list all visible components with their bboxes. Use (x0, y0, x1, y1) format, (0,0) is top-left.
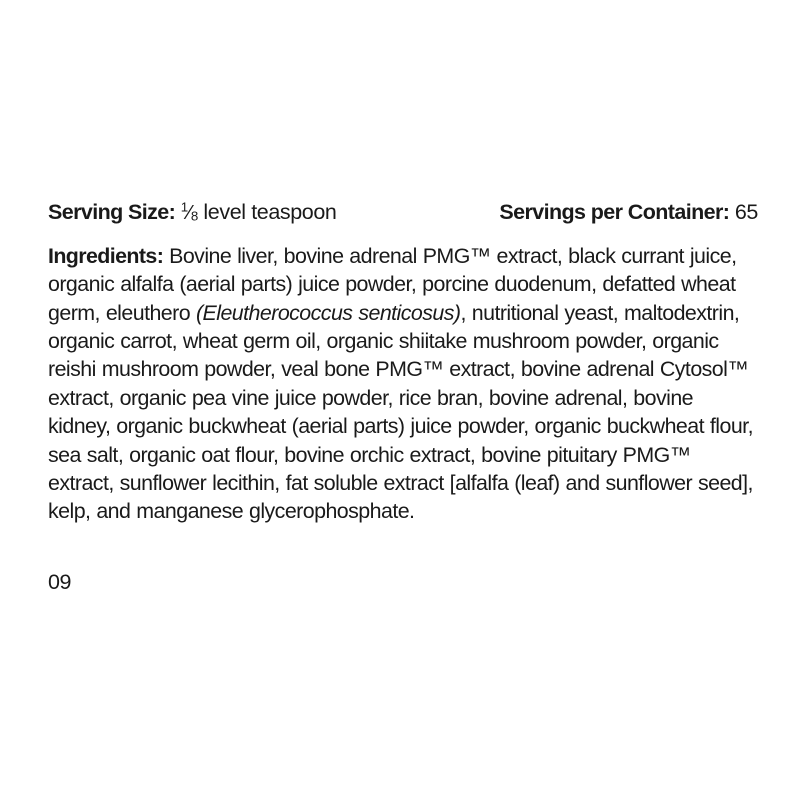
serving-size-label: Serving Size: (48, 200, 176, 224)
ingredients-botanical-name: (Eleutherococcus senticosus) (195, 300, 461, 325)
supplement-label-panel (48, 200, 758, 547)
fraction-slash: ⁄ (187, 202, 191, 224)
fraction-denominator: 8 (190, 208, 198, 224)
serving-size-unit: level teaspoon (197, 200, 337, 224)
ingredients-paragraph (48, 242, 758, 526)
ingredients-label: Ingredients: (48, 243, 164, 268)
serving-size-fraction (181, 200, 198, 224)
fraction-numerator: 1 (180, 199, 188, 215)
serving-row (48, 200, 758, 226)
servings-per-container (499, 200, 758, 226)
lot-code: 09 (48, 570, 72, 594)
servings-per-container-value: 65 (734, 200, 758, 224)
ingredients-text-part-2: , nutritional yeast, maltodextrin, organic carrot, wheat germ oil, organic shiitake mushroom powder, organic reishi mushroom powder, veal bone PMG™ extract, bovine adrenal Cytosol™ extract, organic pea vine juice powder, rice bran, bovine adrenal, bovine kidney, organic buckwheat (aerial parts) juice powder, organic buckwheat flour, sea salt, organic oat flour, bovine orchic extract, bovine pituitary PMG™ extract, sunflower lecithin, fat soluble extract [alfalfa (leaf) and sunflower seed], kelp, and manganese glycerophosphate. (48, 300, 753, 524)
serving-size (48, 200, 336, 226)
ingredients-text-part-1: Bovine liver, bovine adrenal PMG™ extract, black currant juice, organic alfalfa (aerial parts) juice powder, porcine duodenum, defatted wheat germ, eleuthero (48, 243, 737, 325)
servings-per-container-label: Servings per Container: (499, 200, 730, 224)
